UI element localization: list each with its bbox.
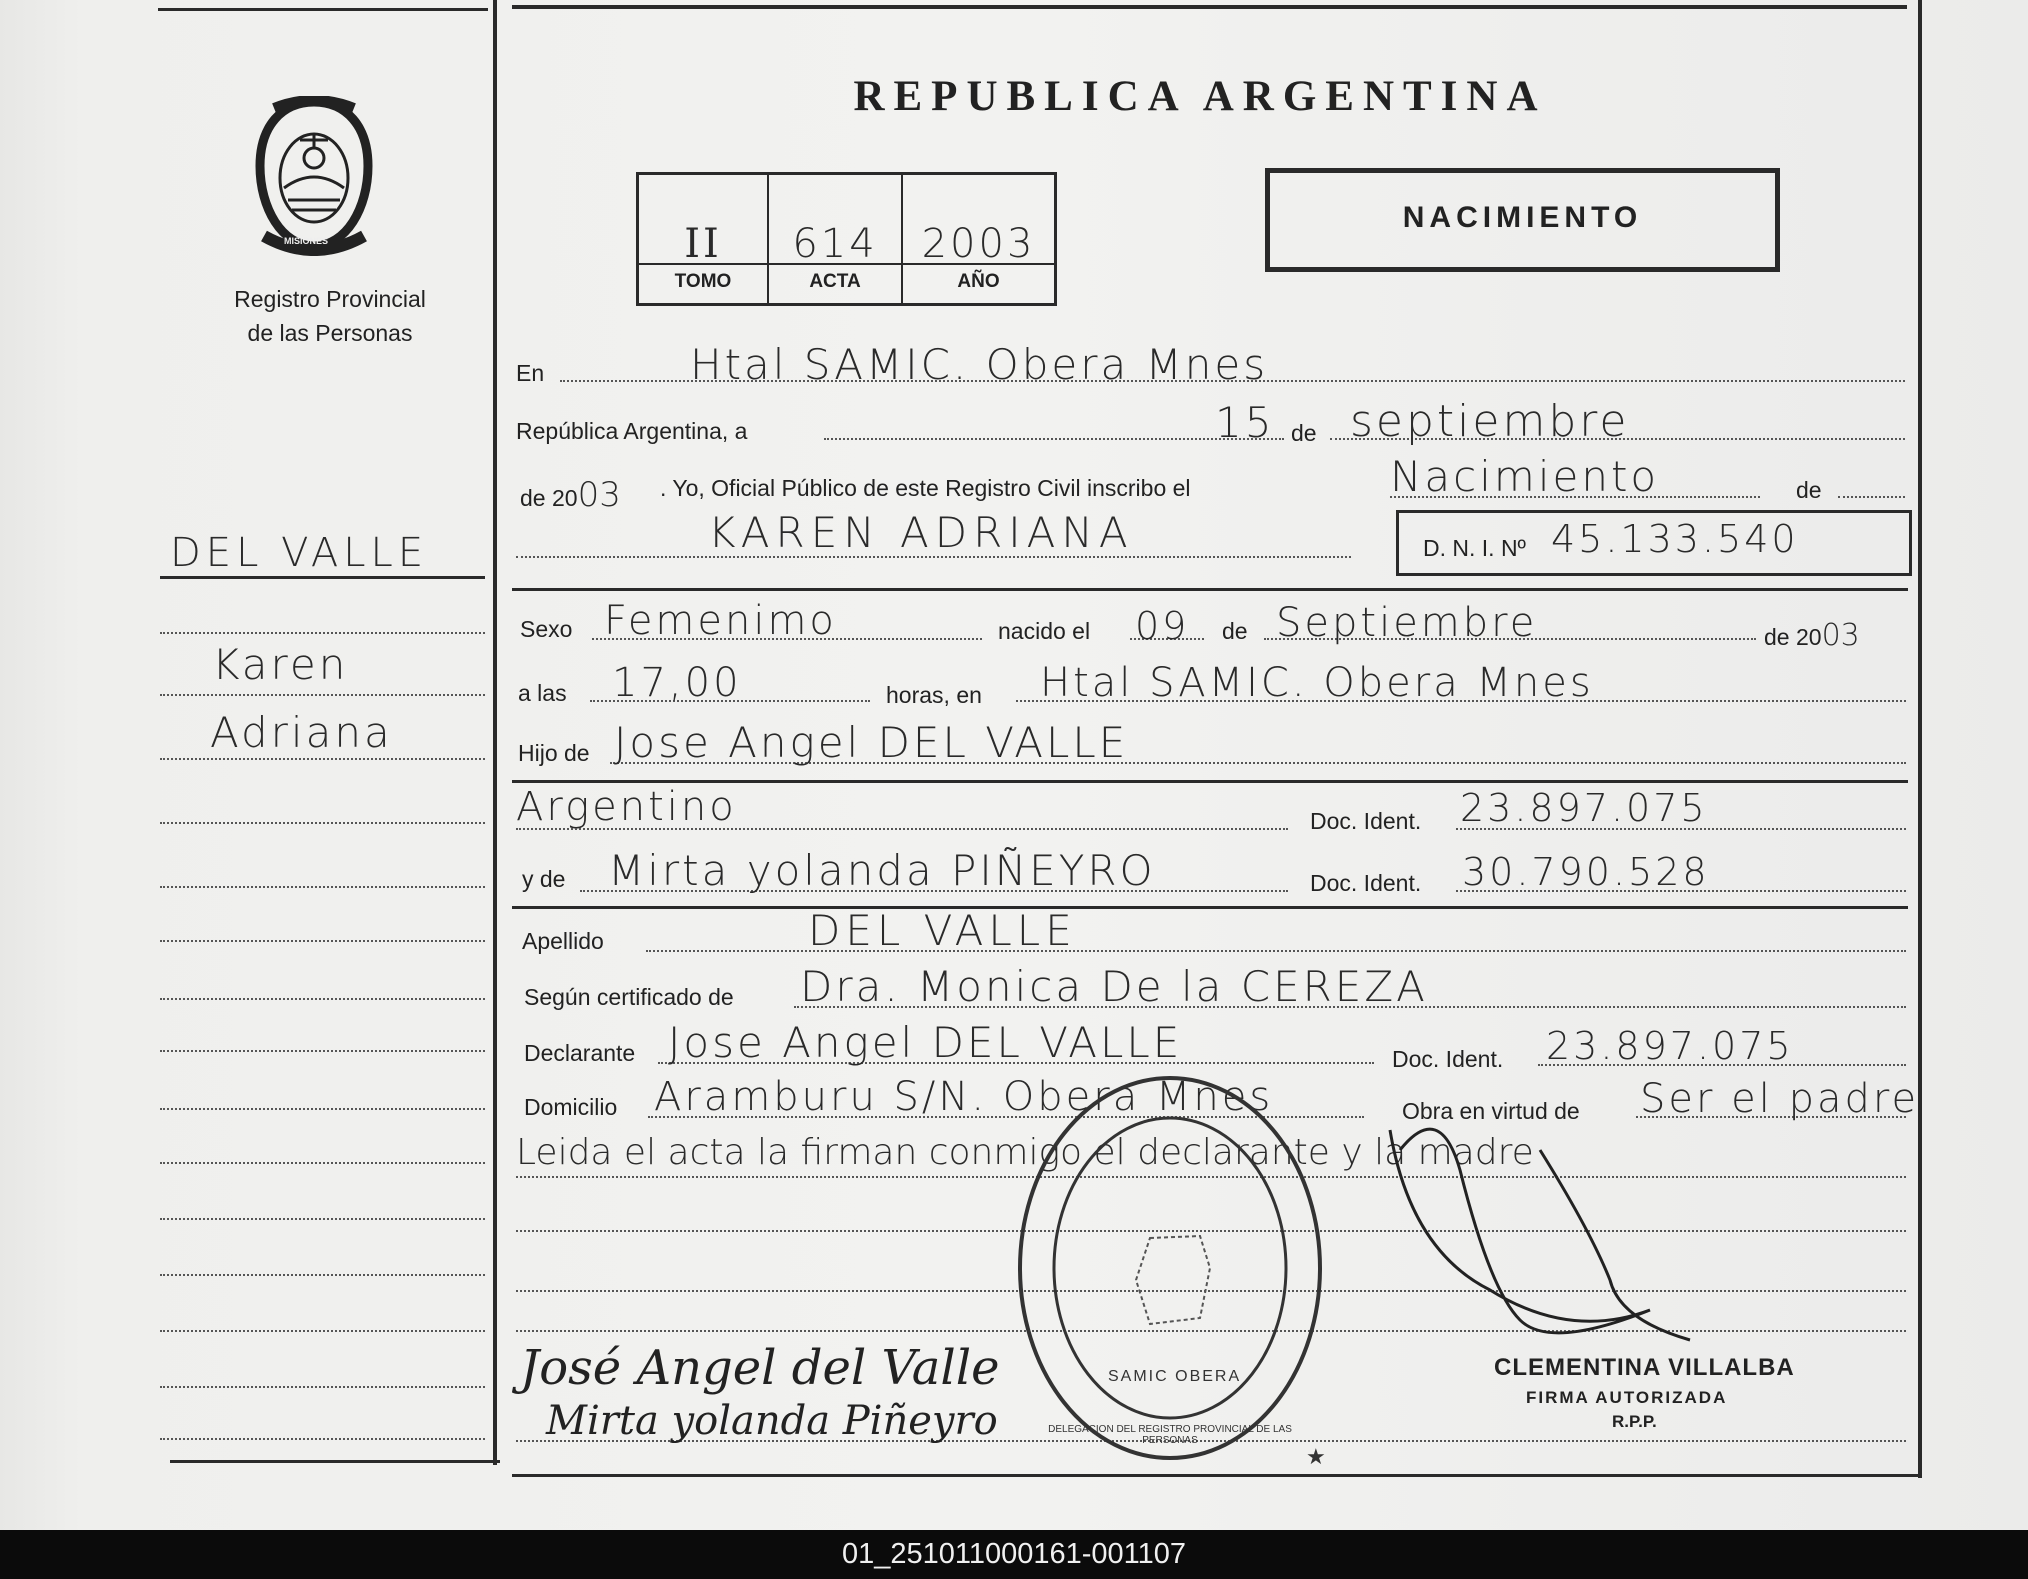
declarante-value: Jose Angel DEL VALLE bbox=[668, 1018, 1183, 1067]
birth-place-value: Htal SAMIC. Obera Mnes bbox=[1040, 660, 1594, 706]
segun-label: Según certificado de bbox=[524, 984, 734, 1010]
republica-label: República Argentina, a bbox=[516, 418, 748, 444]
margin-line bbox=[160, 758, 485, 760]
father-name-value: Jose Angel DEL VALLE bbox=[614, 718, 1129, 767]
horas-label: horas, en bbox=[886, 682, 982, 708]
birth-month-value: Septiembre bbox=[1276, 600, 1538, 646]
official-name: CLEMENTINA VILLALBA bbox=[1494, 1354, 1795, 1381]
en-value: Htal SAMIC. Obera Mnes bbox=[690, 340, 1269, 389]
bottom-rule-right bbox=[512, 1474, 1922, 1477]
inscribe-value: Nacimiento bbox=[1390, 452, 1660, 501]
tomo-value: II bbox=[684, 221, 722, 267]
ano-label: AÑO bbox=[957, 271, 1000, 292]
sexo-label: Sexo bbox=[520, 616, 573, 642]
declarant-signature: José Angel del Valle bbox=[520, 1340, 1000, 1396]
right-border bbox=[1918, 0, 1922, 1478]
margin-line bbox=[160, 1386, 485, 1388]
acta-value: 614 bbox=[792, 221, 878, 267]
dni-box bbox=[1396, 510, 1912, 576]
mother-doc-label: Doc. Ident. bbox=[1310, 870, 1422, 896]
margin-surname-rule bbox=[160, 576, 485, 579]
margin-line bbox=[160, 940, 485, 942]
mother-doc-value: 30.790.528 bbox=[1462, 850, 1710, 894]
father-nationality-value: Argentino bbox=[516, 784, 737, 830]
de-label-1: de bbox=[1291, 420, 1317, 446]
official-stamp bbox=[1010, 1068, 1330, 1468]
margin-line bbox=[160, 1274, 485, 1276]
margin-line bbox=[160, 1330, 485, 1332]
margin-line bbox=[160, 1050, 485, 1052]
a-las-label: a las bbox=[518, 680, 567, 706]
column-divider bbox=[493, 0, 497, 1465]
record-box bbox=[636, 172, 1057, 306]
year-prefix-label bbox=[520, 475, 621, 515]
de-label-3: de bbox=[1222, 618, 1248, 644]
domicilio-label: Domicilio bbox=[524, 1094, 618, 1120]
image-caption: 01_251011000161-001107 bbox=[0, 1530, 2028, 1579]
registry-name-line1: Registro Provincial bbox=[234, 286, 426, 312]
birth-year-prefix: de 20 bbox=[1764, 624, 1822, 650]
registry-name-line2: de las Personas bbox=[247, 320, 413, 346]
father-nationality-line bbox=[516, 828, 1288, 830]
margin-line bbox=[160, 694, 485, 696]
margin-line bbox=[160, 998, 485, 1000]
margin-line bbox=[160, 632, 485, 634]
margin-surname: DEL VALLE bbox=[170, 530, 429, 576]
month-value: septiembre bbox=[1350, 396, 1630, 447]
official-subtitle: R.P.P. bbox=[1612, 1412, 1657, 1431]
record-type-label: NACIMIENTO bbox=[1402, 201, 1643, 234]
declarante-label: Declarante bbox=[524, 1040, 636, 1066]
de-end-line bbox=[1838, 496, 1905, 498]
birth-year-label bbox=[1764, 618, 1860, 653]
stamp-center-text: SAMIC OBERA bbox=[1108, 1368, 1242, 1385]
margin-line bbox=[160, 1438, 485, 1440]
father-rule bbox=[512, 780, 1908, 783]
day-value: 15 bbox=[1215, 398, 1275, 447]
left-column-top-rule bbox=[158, 8, 488, 11]
father-doc-value: 23.897.075 bbox=[1460, 786, 1708, 830]
segun-value: Dra. Monica De la CEREZA bbox=[800, 962, 1428, 1011]
svg-text:★: ★ bbox=[1306, 1445, 1326, 1468]
domicilio-value: Aramburu S/N. Obera Mnes bbox=[654, 1074, 1274, 1120]
stamp-ring-text: DELEGACION DEL REGISTRO PROVINCIAL DE LAS PERSONAS bbox=[1048, 1424, 1292, 1446]
margin-given-name-2: Adriana bbox=[210, 708, 393, 757]
obra-label: Obra en virtud de bbox=[1402, 1098, 1580, 1124]
tomo-label: TOMO bbox=[674, 271, 732, 292]
record-type-box bbox=[1265, 168, 1780, 272]
sexo-value: Femenimo bbox=[604, 598, 837, 644]
acta-label: ACTA bbox=[809, 271, 861, 292]
birth-year-suffix: 03 bbox=[1821, 618, 1860, 653]
apellido-value: DEL VALLE bbox=[808, 906, 1077, 955]
margin-line bbox=[160, 822, 485, 824]
nacido-label: nacido el bbox=[998, 618, 1091, 644]
year-suffix: 03 bbox=[577, 475, 621, 515]
margin-line bbox=[160, 1162, 485, 1164]
margin-given-name-1: Karen bbox=[212, 640, 349, 689]
declarante-doc-label: Doc. Ident. bbox=[1392, 1046, 1504, 1072]
main-top-rule bbox=[512, 5, 1907, 9]
name-section-rule bbox=[512, 588, 1908, 591]
seal-lettering: MISIONES bbox=[284, 236, 329, 246]
dni-value: 45.133.540 bbox=[1551, 517, 1799, 561]
margin-line bbox=[160, 1108, 485, 1110]
mother-name-value: Mirta yolanda PIÑEYRO bbox=[608, 846, 1156, 895]
bottom-rule-left bbox=[170, 1460, 500, 1463]
ano-value: 2003 bbox=[921, 221, 1036, 267]
birth-day-value: 09 bbox=[1135, 604, 1190, 648]
margin-line bbox=[160, 886, 485, 888]
apellido-label: Apellido bbox=[522, 928, 604, 954]
obra-value: Ser el padre bbox=[1640, 1076, 1920, 1122]
declarante-doc-value: 23.897.075 bbox=[1546, 1024, 1794, 1068]
province-seal-logo bbox=[250, 96, 378, 256]
father-doc-label: Doc. Ident. bbox=[1310, 808, 1422, 834]
dni-label: D. N. I. Nº bbox=[1423, 535, 1526, 561]
mother-rule bbox=[512, 906, 1908, 909]
margin-line bbox=[160, 1218, 485, 1220]
y-de-label: y de bbox=[522, 866, 566, 892]
yo-label: . Yo, Oficial Público de este Registro Civil inscribo el bbox=[660, 475, 1191, 501]
en-label: En bbox=[516, 360, 545, 386]
year-prefix: de 20 bbox=[520, 485, 578, 511]
leida-value: Leida el acta la firman conmigo el declarante y la madre bbox=[516, 1132, 1534, 1173]
official-signature-scribble bbox=[1370, 1090, 1700, 1370]
hijo-label: Hijo de bbox=[518, 740, 590, 766]
mother-signature: Mirta yolanda Piñeyro bbox=[546, 1398, 998, 1444]
de-end-label: de bbox=[1796, 477, 1822, 503]
country-title: REPUBLICA ARGENTINA bbox=[853, 73, 1547, 120]
child-name-value: KAREN ADRIANA bbox=[708, 508, 1134, 557]
hour-value: 17,00 bbox=[612, 660, 742, 706]
official-title: FIRMA AUTORIZADA bbox=[1526, 1388, 1728, 1407]
